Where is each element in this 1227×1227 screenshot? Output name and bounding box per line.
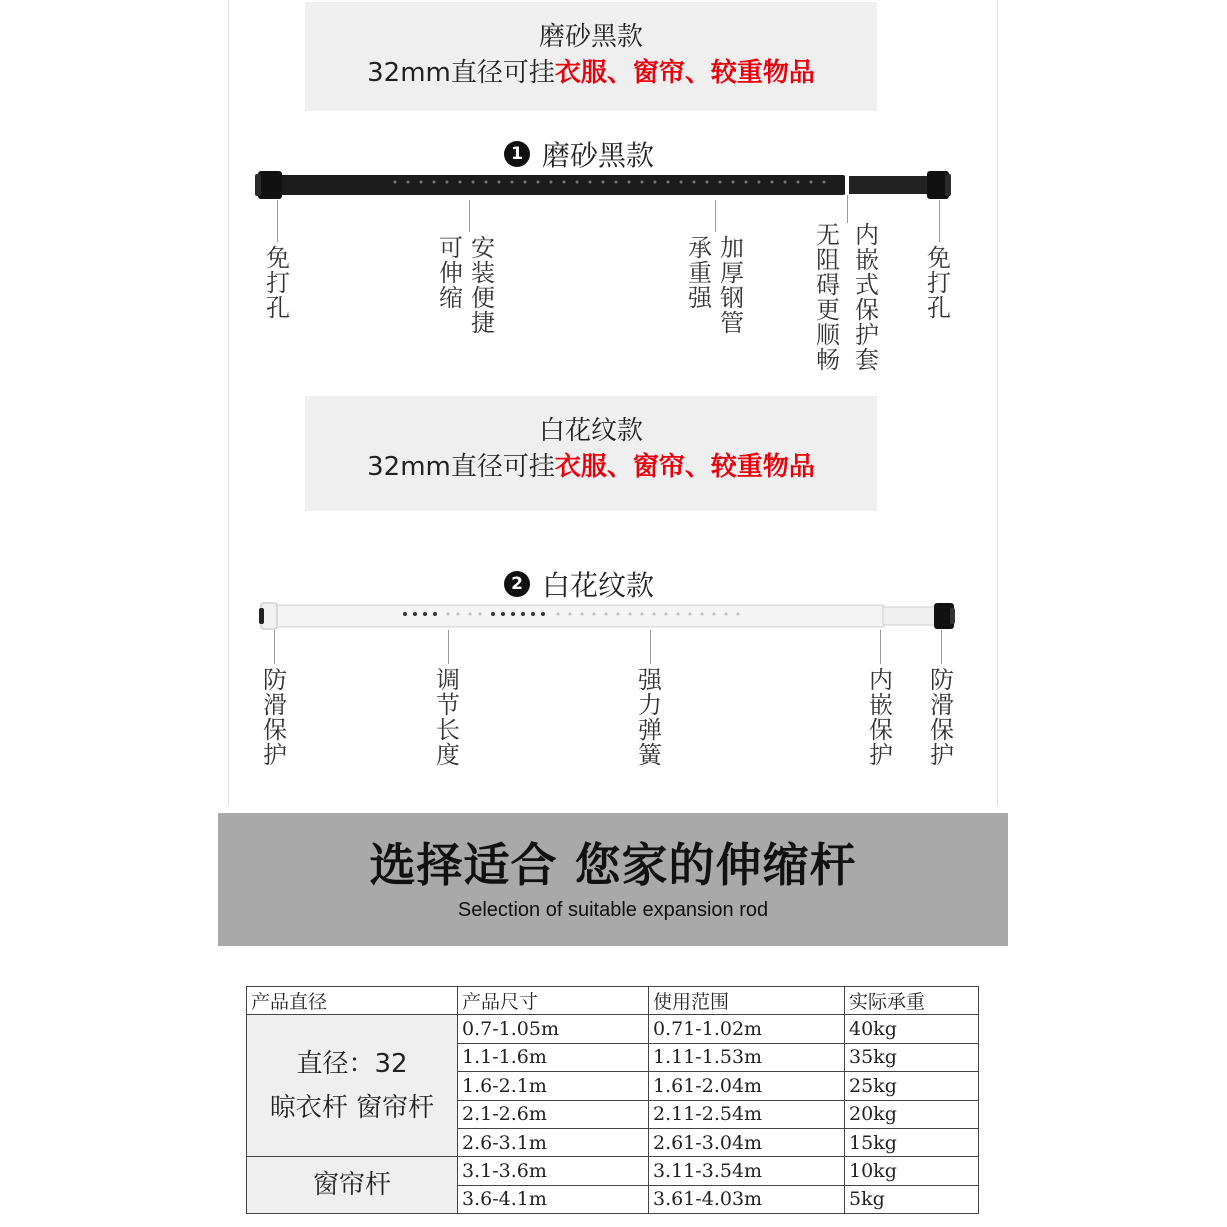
cell-range: 2.11-2.54m — [649, 1100, 845, 1128]
cell-range: 3.11-3.54m — [649, 1157, 845, 1185]
callout-line — [650, 630, 651, 664]
cell-load: 10kg — [845, 1157, 979, 1185]
callout-strong-spring: 强力弹簧 — [638, 666, 662, 769]
cell-size: 3.1-3.6m — [458, 1157, 649, 1185]
cell-range: 2.61-3.04m — [649, 1128, 845, 1156]
callout-line — [880, 630, 881, 664]
header-load: 实际承重 — [845, 987, 979, 1015]
spec-table — [246, 986, 979, 1214]
callout-line — [274, 630, 275, 664]
white-model-banner-line — [305, 448, 877, 486]
cell-size: 1.1-1.6m — [458, 1043, 649, 1071]
selection-banner — [218, 813, 1008, 946]
callout-line — [715, 200, 716, 232]
section-1-title: 磨砂黑款 — [542, 139, 655, 172]
cell-load: 25kg — [845, 1072, 979, 1100]
callout-no-drilling: 免打孔 — [266, 244, 290, 322]
white-model-banner — [305, 396, 877, 511]
callout-anti-slip-right: 防滑保护 — [930, 666, 954, 769]
cell-size: 1.6-2.1m — [458, 1072, 649, 1100]
callout-embedded-protection: 内嵌保护 — [869, 666, 893, 769]
black-model-banner-title: 磨砂黑款 — [538, 22, 643, 52]
number-badge-1: 1 — [504, 141, 530, 167]
group-usage-label: 晾衣杆 窗帘杆 — [269, 1092, 435, 1123]
callout-line — [939, 200, 940, 242]
group-curtain-rod: 窗帘杆 — [247, 1157, 458, 1214]
black-rod-illustration — [255, 165, 960, 205]
table-row — [247, 1157, 979, 1185]
callout-thick-steel-tube: 加厚钢管 — [720, 234, 744, 337]
white-model-banner-title: 白花纹款 — [538, 416, 643, 446]
number-badge-2: 2 — [504, 571, 530, 597]
selection-title: 选择适合 您家的伸缩杆 — [369, 838, 857, 892]
header-size: 产品尺寸 — [458, 987, 649, 1015]
callout-line — [847, 195, 848, 223]
cell-size: 2.1-2.6m — [458, 1100, 649, 1128]
group-diameter-32 — [247, 1015, 458, 1157]
table-row — [247, 1015, 979, 1043]
black-model-banner-line — [305, 54, 877, 92]
cell-size: 3.6-4.1m — [458, 1185, 649, 1213]
callout-easy-install: 安装便捷 — [471, 234, 495, 337]
callout-strong-bearing: 承重强 — [688, 234, 712, 312]
header-diameter: 产品直径 — [247, 987, 458, 1015]
table-header-row — [247, 987, 979, 1015]
cell-range: 1.61-2.04m — [649, 1072, 845, 1100]
black-model-usage-highlight: 衣服、窗帘、较重物品 — [554, 58, 815, 88]
callout-telescopic: 可伸缩 — [439, 234, 463, 312]
white-rod-illustration — [258, 600, 963, 632]
selection-subtitle: Selection of suitable expansion rod — [457, 899, 769, 921]
cell-size: 2.6-3.1m — [458, 1128, 649, 1156]
white-model-capacity: 32mm直径可挂 — [367, 452, 555, 482]
callout-no-drilling-right: 免打孔 — [927, 244, 951, 322]
callout-embedded-sleeve: 内嵌式保护套 — [855, 221, 879, 374]
cell-size: 0.7-1.05m — [458, 1015, 649, 1043]
cell-load: 20kg — [845, 1100, 979, 1128]
black-model-banner — [305, 2, 877, 111]
cell-load: 35kg — [845, 1043, 979, 1071]
right-border-line — [997, 0, 998, 805]
section-2-label — [504, 564, 654, 604]
section-2-title: 白花纹款 — [542, 569, 655, 602]
cell-range: 3.61-4.03m — [649, 1185, 845, 1213]
black-model-capacity: 32mm直径可挂 — [367, 58, 555, 88]
callout-adjust-length: 调节长度 — [436, 666, 460, 769]
cell-load: 5kg — [845, 1185, 979, 1213]
left-border-line — [228, 0, 229, 805]
header-range: 使用范围 — [649, 987, 845, 1015]
callout-line — [941, 630, 942, 664]
callout-line — [277, 200, 278, 242]
callout-line — [469, 200, 470, 232]
white-model-usage-highlight: 衣服、窗帘、较重物品 — [554, 452, 815, 482]
cell-load: 15kg — [845, 1128, 979, 1156]
cell-range: 0.71-1.02m — [649, 1015, 845, 1043]
callout-smooth-operation: 无阻碍更顺畅 — [816, 221, 840, 374]
cell-load: 40kg — [845, 1015, 979, 1043]
cell-range: 1.11-1.53m — [649, 1043, 845, 1071]
callout-line — [448, 630, 449, 664]
callout-anti-slip: 防滑保护 — [263, 666, 287, 769]
group-diameter-label: 直径：32 — [296, 1048, 408, 1079]
